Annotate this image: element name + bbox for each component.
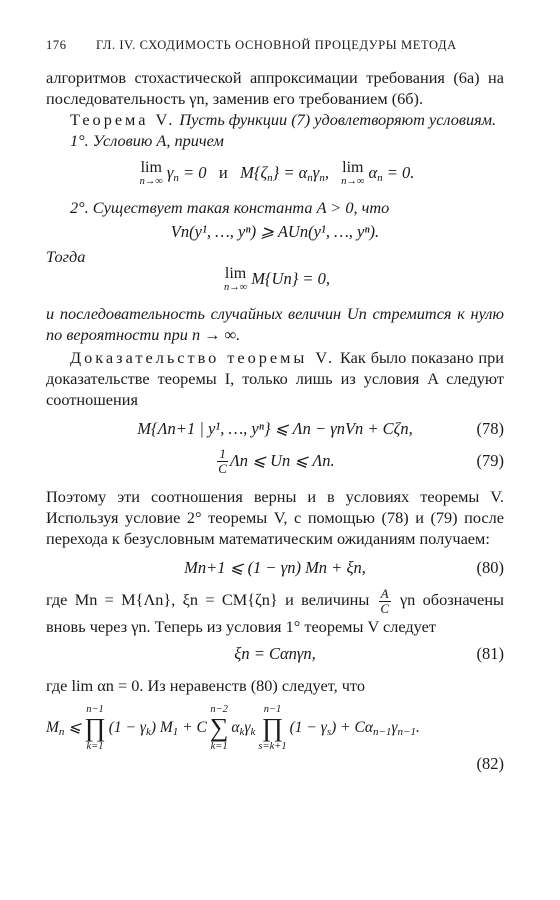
equation-80-number: (80): [476, 558, 504, 577]
equation-80: Mn+1 ⩽ (1 − γn) Mn + ξn, (80): [184, 558, 504, 577]
equation-79: $\frac{1}{C}$ Λn ⩽ Un ⩽ Λn. (79): [218, 445, 504, 476]
conclusion: и последовательность случайных величин Un стремится к нулю по вероятности при n → ∞.: [46, 304, 504, 344]
paragraph-4: где lim αn = 0. Из неравенств (80) следует, что: [46, 676, 365, 695]
running-header: [46, 38, 504, 53]
equation-82: Mn ⩽ n−1 ∏ k=1 (1 − γk) M1 + C n−2 ∑ k=1 αkγk n−1 ∏ s=k+1 (1 − γs) + Cαn−1γn−1.: [46, 704, 420, 752]
equation-81: ξn = Cαnγn, (81): [234, 644, 504, 663]
equation-79-number: (79): [476, 451, 504, 470]
then-word: Тогда: [46, 247, 86, 266]
condition-2: 2°. Существует такая константа A > 0, что: [70, 198, 390, 217]
paragraph-2: Поэтому эти соотношения верны и в условиях теоремы V. Используя условие 2° теоремы V, с помощью (78) и (79) после перехода к безусловным математическим ожиданиям получаем:: [46, 487, 504, 548]
proof-text: Как было показано при доказательстве теоремы I, только лишь из условия A следуют соотношения: [46, 348, 504, 409]
condition-1: 1°. Условию A, причем: [70, 131, 224, 150]
theorem-label: Теорема V.: [70, 110, 176, 129]
equation-82-number-row: [46, 754, 504, 774]
theorem-text: Пусть функции (7) удовлетворяют условиям.: [179, 110, 497, 129]
proof-paragraph: [46, 347, 504, 410]
page: [46, 38, 504, 774]
equation-82-number: (82): [476, 754, 504, 773]
proof-label: Доказательство теоремы V.: [70, 348, 336, 367]
theorem-statement: [46, 109, 504, 130]
equation-78-number: (78): [476, 419, 504, 438]
paragraph-1: алгоритмов стохастической аппроксимации требования (6а) на последовательность γn, заменив его требованием (6б).: [46, 68, 504, 108]
running-title: ГЛ. IV. СХОДИМОСТЬ ОСНОВНОЙ ПРОЦЕДУРЫ МЕТОДА: [96, 38, 457, 52]
equation-then: lim n→∞ M{Un} = 0,: [223, 264, 331, 293]
page-number: 176: [46, 38, 67, 52]
equation-cond1: lim n→∞ γn = 0 и M{ζn} = αnγn, lim n→∞ αn = 0.: [139, 158, 415, 187]
paragraph-3: где Mn = M{Λn}, ξn = CM{ζn} и величины $\frac{A}{C}$ γn обозначены вновь через γn. Теперь из условия 1° теоремы V следует: [46, 586, 504, 636]
equation-78: M{Λn+1 | y¹, …, yⁿ} ⩽ Λn − γnVn + Cζn, (78): [137, 419, 504, 438]
equation-cond2: Vn(y¹, …, yⁿ) ⩾ AUn(y¹, …, yⁿ).: [170, 222, 380, 241]
equation-81-number: (81): [476, 644, 504, 663]
